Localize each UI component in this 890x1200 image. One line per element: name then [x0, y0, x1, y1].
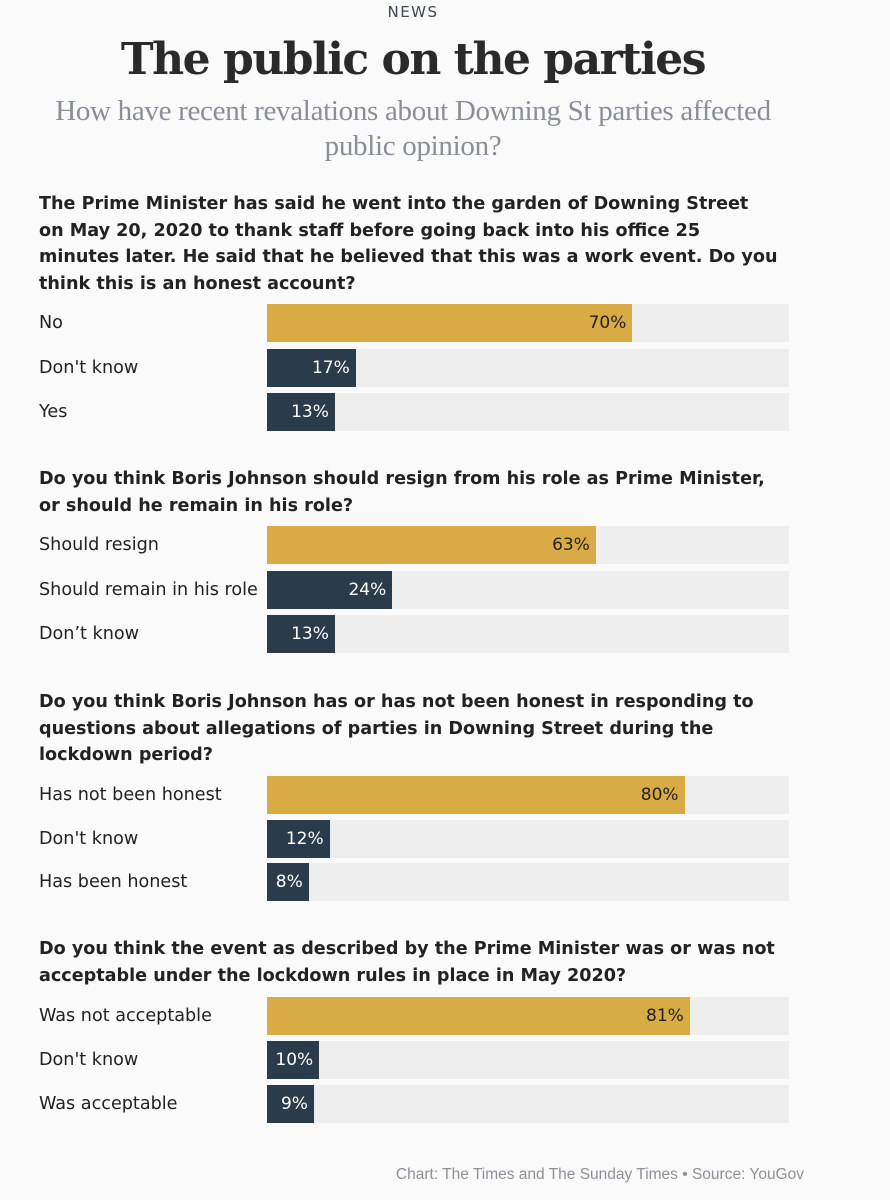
category-label: Don't know	[39, 1050, 139, 1070]
question-text: Do you think Boris Johnson has or has not been honest in responding to questions about allegations of parties in Downing Street during the lockdown period?	[39, 692, 754, 765]
question-text: The Prime Minister has said he went into the garden of Downing Street on May 20, 2020 to thank staff before going back into his office 25 minutes later. He said that he believed that this was a work event. Do you think this is an honest account?	[39, 194, 778, 294]
data-label: 13%	[291, 624, 329, 644]
source-note: Chart: The Times and The Sunday Times • Source: YouGov	[395, 1166, 804, 1183]
data-bar	[267, 1041, 319, 1079]
category-label: Don’t know	[39, 624, 140, 644]
bar-track	[267, 1041, 789, 1079]
data-bar	[267, 304, 632, 342]
category-label: Should resign	[39, 535, 159, 555]
data-label: 81%	[646, 1006, 684, 1026]
data-label: 17%	[311, 358, 350, 378]
chart-title: The public on the parties	[120, 34, 706, 85]
bar-track	[267, 1085, 789, 1123]
category-label: Don't know	[39, 358, 139, 378]
category-label: Yes	[39, 402, 68, 422]
bar-track	[267, 526, 789, 564]
data-bar	[267, 776, 685, 814]
data-bar	[267, 820, 330, 858]
category-label: Don't know	[39, 829, 139, 849]
category-label: Has not been honest	[39, 785, 222, 805]
bar-track	[267, 393, 789, 431]
section-kicker: NEWS	[387, 3, 439, 21]
bar-track	[267, 997, 789, 1035]
category-label: Should remain in his role	[39, 580, 258, 600]
bar-track	[267, 304, 789, 342]
data-label: 12%	[285, 829, 324, 849]
bar-track	[267, 349, 789, 387]
category-label: Has been honest	[39, 872, 188, 892]
data-label: 9%	[280, 1094, 308, 1114]
data-bar	[267, 393, 335, 431]
data-label: 63%	[552, 535, 590, 555]
bar-track	[267, 776, 789, 814]
data-label: 10%	[275, 1050, 314, 1070]
question-text: Do you think Boris Johnson should resign from his role as Prime Minister, or should he remain in his role?	[39, 469, 765, 516]
data-bar	[267, 997, 690, 1035]
category-label: No	[39, 313, 63, 333]
data-bar	[267, 526, 596, 564]
category-label: Was not acceptable	[39, 1006, 212, 1026]
data-bar	[267, 615, 335, 653]
bar-track	[267, 615, 789, 653]
data-bar	[267, 863, 309, 901]
data-bar	[267, 571, 392, 609]
data-bar	[267, 1085, 314, 1123]
chart-subtitle: How have recent revalations about Downing St parties affected public opinion?	[55, 95, 771, 162]
bar-track	[267, 571, 789, 609]
data-label: 80%	[640, 785, 679, 805]
bar-track	[267, 863, 789, 901]
data-label: 13%	[291, 402, 329, 422]
question-text: Do you think the event as described by the Prime Minister was or was not acceptable under the lockdown rules in place in May 2020?	[39, 939, 775, 986]
data-bar	[267, 349, 356, 387]
data-label: 24%	[348, 580, 387, 600]
data-label: 8%	[275, 872, 303, 892]
category-label: Was acceptable	[39, 1094, 178, 1114]
data-label: 70%	[588, 313, 627, 333]
bar-track	[267, 820, 789, 858]
